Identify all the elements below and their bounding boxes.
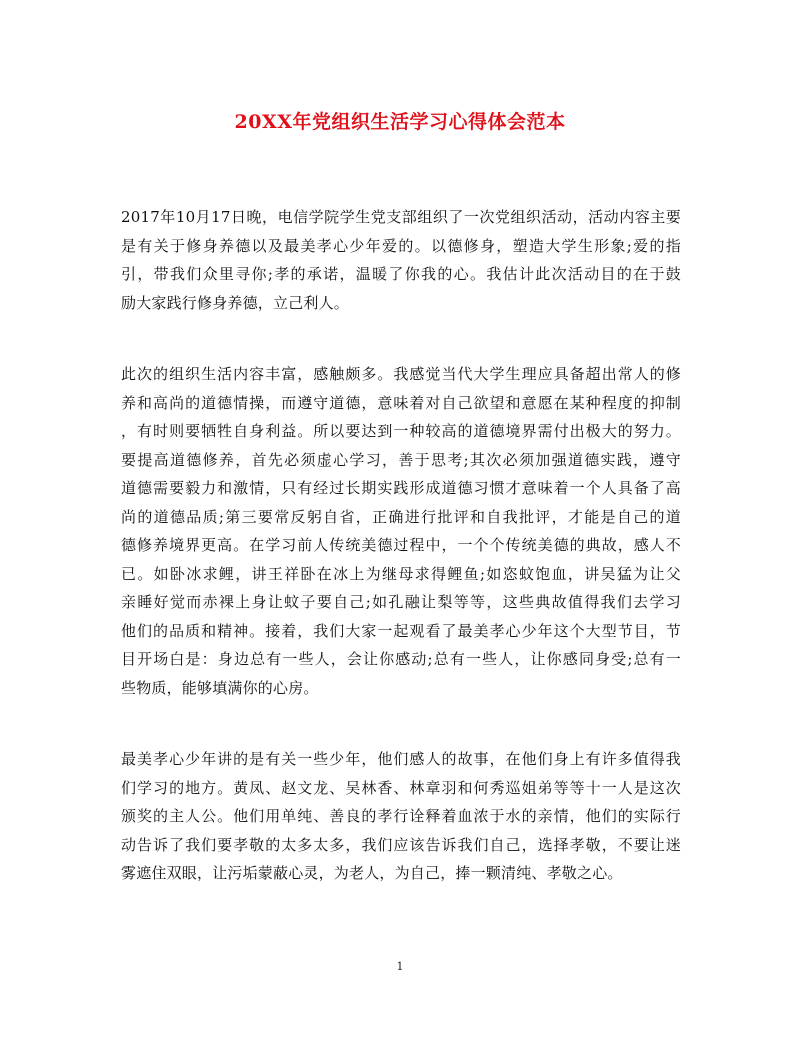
text-line: 尚的道德品质;第三要常反躬自省，正确进行批评和自我批评，才能是自己的道	[121, 507, 681, 526]
document-title: 20XX年党组织生活学习心得体会范本	[234, 111, 566, 133]
text-line: 颁奖的主人公。他们用单纯、善良的孝行诠释着血浓于水的亲情，他们的实际行	[121, 807, 681, 825]
paragraph-1	[121, 203, 681, 317]
text-line: 德修养境界更高。在学习前人传统美德过程中，一个个传统美德的典故，感人不	[121, 536, 681, 554]
text-line: 道德需要毅力和激情，只有经过长期实践形成道德习惯才意味着一个人具备了高	[121, 479, 681, 497]
text-line: 2017年10月17日晚，电信学院学生党支部组织了一次党组织活动，活动内容主要	[121, 208, 681, 226]
paragraph-3	[121, 745, 681, 888]
text-line: 雾遮住双眼，让污垢蒙蔽心灵，为老人，为自己，捧一颗清纯、孝敬之心。	[121, 864, 623, 882]
text-line: 要提高道德修养，首先必须虚心学习，善于思考;其次必须加强道德实践，遵守	[121, 450, 681, 469]
text-line: 些物质，能够填满你的心房。	[121, 678, 319, 697]
text-line: 他们的品质和精神。接着，我们大家一起观看了最美孝心少年这个大型节目，节	[121, 621, 681, 640]
text-line: 励大家践行修身养德，立己利人。	[121, 293, 350, 312]
text-line: ，有时则要牺牲自身利益。所以要达到一种较高的道德境界需付出极大的努力。	[121, 422, 681, 440]
paragraph-2	[121, 360, 681, 702]
text-line: 目开场白是：身边总有一些人，会让你感动;总有一些人，让你感同身受;总有一	[121, 650, 681, 668]
text-line: 亲睡好觉而赤裸上身让蚊子要自己;如孔融让梨等等，这些典故值得我们去学习	[121, 593, 681, 611]
text-line: 是有关于修身养德以及最美孝心少年爱的。以德修身，塑造大学生形象;爱的指	[121, 236, 681, 255]
document-body	[121, 203, 681, 931]
text-line: 动告诉了我们要孝敬的太多太多，我们应该告诉我们自己，选择孝敬，不要让迷	[121, 835, 681, 854]
text-line: 们学习的地方。黄凤、赵文龙、吴林香、林章羽和何秀巡姐弟等等十一人是这次	[121, 778, 681, 797]
text-line: 养和高尚的道德情操，而遵守道德，意味着对自己欲望和意愿在某种程度的抑制	[121, 393, 681, 412]
text-line: 引，带我们众里寻你;孝的承诺，温暖了你我的心。我估计此次活动目的在于鼓	[121, 265, 681, 283]
page-number: 1	[396, 960, 404, 973]
text-line: 此次的组织生活内容丰富，感触颇多。我感觉当代大学生理应具备超出常人的修	[121, 365, 681, 383]
text-line: 最美孝心少年讲的是有关一些少年，他们感人的故事，在他们身上有许多值得我	[121, 750, 681, 768]
text-line: 已。如卧冰求鲤，讲王祥卧在冰上为继母求得鲤鱼;如恣蚊饱血，讲吴猛为让父	[121, 564, 681, 583]
